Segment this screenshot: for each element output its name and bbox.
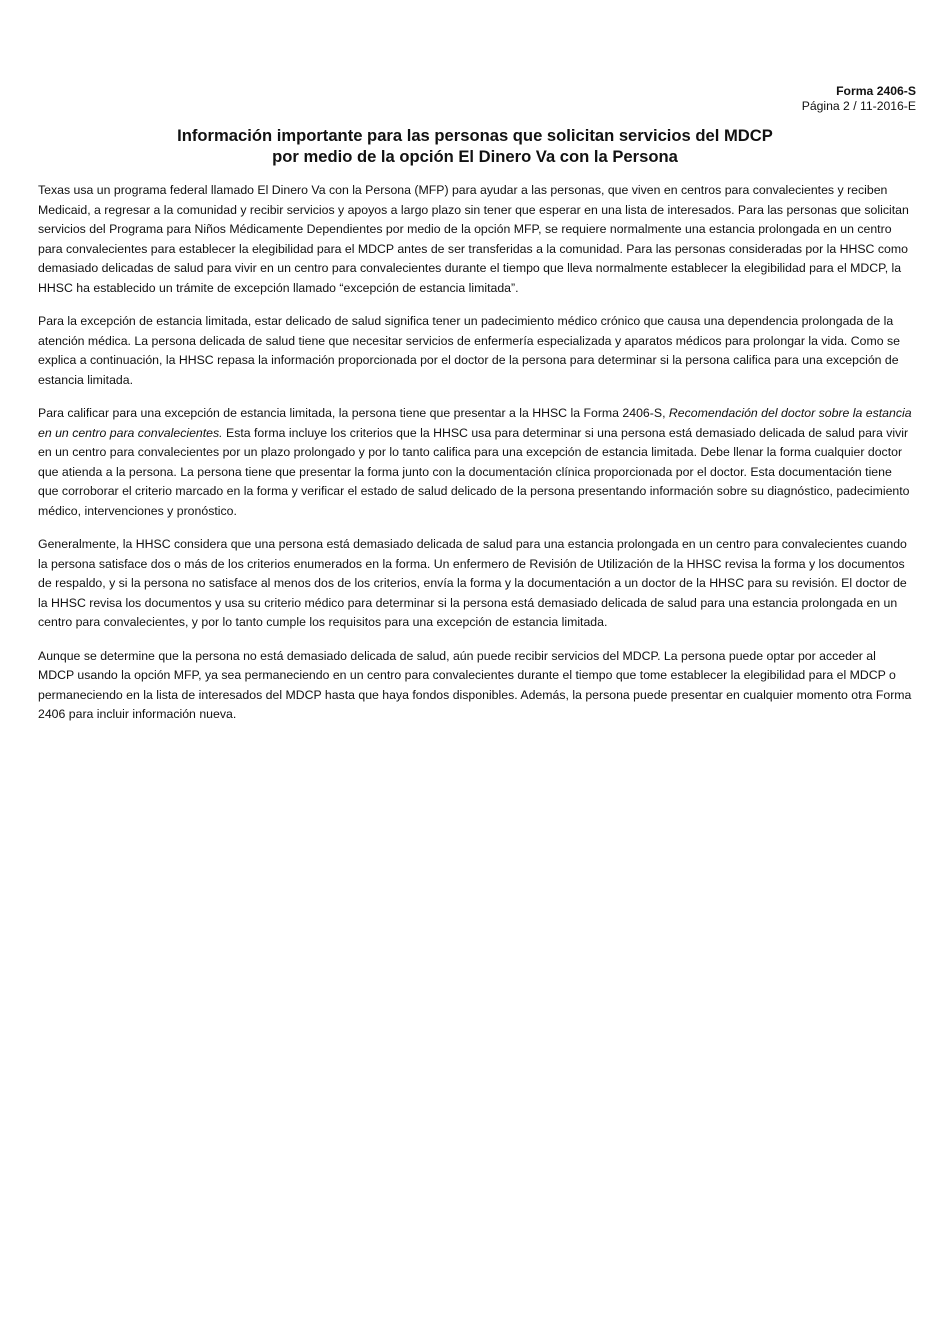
form-title-reference: Recomendación del doctor sobre la estancia en un centro para convalecientes.: [38, 406, 912, 440]
document-body: [38, 181, 914, 739]
page-title: [0, 125, 950, 167]
page-info: Página 2 / 11-2016-E: [801, 99, 916, 113]
paragraph-5: Aunque se determine que la persona no está demasiado delicada de salud, aún puede recibir servicios del MDCP. La persona puede optar por acceder al MDCP usando la opción MFP, ya sea permaneciendo en un centro para convalecientes durante el tiempo que tome establecer la elegibilidad para el MDCP o permaneciendo en la lista de interesados del MDCP hasta que haya fondos disponibles. Además, la persona puede presentar en cualquier momento otra Forma 2406 para incluir información nueva.: [38, 648, 912, 721]
paragraph-4: Generalmente, la HHSC considera que una persona está demasiado delicada de salud para una estancia prolongada en un centro para convalecientes cuando la persona satisface dos o más de los criterios enumerados en la forma. Un enfermero de Revisión de Utilización de la HHSC revisa la forma y los documentos de respaldo, y si la persona no satisface al menos dos de los criterios, envía la forma y la documentación a un doctor de la HHSC para su revisión. El doctor de la HHSC revisa los documentos y usa su criterio médico para determinar si la persona está demasiado delicada de salud para una estancia prolongada en un centro para convalecientes, y por lo tanto cumple los requisitos para una excepción de estancia limitada.: [38, 537, 907, 629]
title-line-2: por medio de la opción El Dinero Va con la Persona: [272, 147, 678, 166]
paragraph-3-text-end: Esta forma incluye los criterios que la HHSC usa para determinar si una persona está demasiado delicada de salud para vivir en un centro para convalecientes por un plazo prolongado y por lo tanto califica para una excepción de estancia limitada. Debe llenar la forma cualquier doctor que atienda a la persona. La persona tiene que presentar la forma junto con la documentación clínica proporcionada por el doctor. Esta documentación tiene que corroborar el criterio marcado en la forma y verificar el estado de salud delicado de la persona presentando información sobre su diagnóstico, padecimiento médico, intervenciones y pronóstico.: [38, 425, 910, 518]
form-number: Forma 2406-S: [836, 84, 916, 98]
paragraph-3-text-start: Para calificar para una excepción de estancia limitada, la persona tiene que presentar a la HHSC la Forma 2406-S,: [38, 406, 669, 420]
form-header: [802, 84, 916, 114]
paragraph-3: [38, 404, 914, 521]
paragraph-2: Para la excepción de estancia limitada, estar delicado de salud significa tener un padecimiento médico crónico que causa una dependencia prolongada de la atención médica. La persona delicada de salud tiene que necesitar servicios de enfermería especializada y aparatos médicos para prolongar la vida. Como se explica a continuación, la HHSC repasa la información proporcionada por el doctor de la persona para determinar si la persona califica para una excepción de estancia limitada.: [38, 314, 900, 387]
paragraph-1: Texas usa un programa federal llamado El Dinero Va con la Persona (MFP) para ayudar a las personas, que viven en centros para convalecientes y reciben Medicaid, a regresar a la comunidad y recibir servicios y apoyos a largo plazo sin tener que esperar en una lista de interesados. Para las personas que solicitan servicios del Programa para Niños Médicamente Dependientes por medio de la opción MFP, se requiere normalmente una estancia prolongada en un centro para convalecientes para establecer la elegibilidad para el MDCP antes de ser transferidas a la comunidad. Para las personas consideradas por la HHSC como demasiado delicadas de salud para vivir en un centro para convalecientes durante el tiempo que lleva normalmente establecer la elegibilidad para el MDCP, la HHSC ha establecido un trámite de excepción llamado “excepción de estancia limitada”.: [38, 183, 909, 295]
title-line-1: Información importante para las personas que solicitan servicios del MDCP: [177, 126, 773, 145]
